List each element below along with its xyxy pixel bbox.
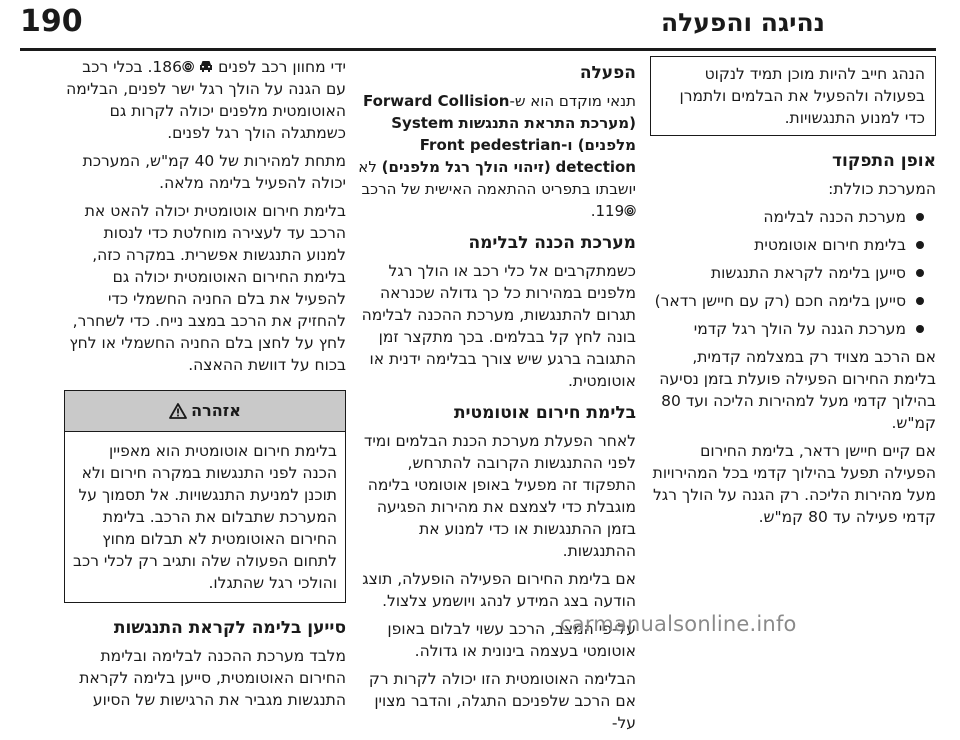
warning-triangle-icon [169, 403, 187, 419]
warning-header [65, 391, 345, 432]
middle-column [358, 56, 636, 740]
activation-paragraph: תנאי מוקדם הוא ש-Forward Collision (מערכת התראת התנגשות System מלפנים) ו-Front pedestrian detection (זיהוי הולך רגל מלפנים) לא יושבתו בתפריט ההתאמה האישית של הרכב 119🞋. [358, 92, 636, 220]
fpd-name-he: (זיהוי הולך רגל מלפנים) [381, 158, 551, 176]
feature-list [650, 206, 936, 340]
list-item: מערכת הגנה על הולך רגל קדמי [650, 318, 936, 340]
system-word-en: System [391, 114, 454, 132]
paragraph: אם בלימת החירום הפעילה הופעלה, תוצג הודעה בצג המידע לנהג ויושמע צלצול. [362, 570, 636, 610]
fpd-name-en: Front pedestrian detection [419, 136, 636, 176]
warning-title: אזהרה [191, 401, 241, 420]
paragraph: מלבד מערכת ההכנה לבלימה ובלימת החירום האוטומטית, סייען בלימה לקראת התנגשות מגביר את הרגישות של הסיוע [79, 647, 346, 709]
note-text: הנהג חייב להיות מוכן תמיד לנקוט בפעולה ולהפעיל את הבלמים ולתמרן כדי למנוע התנגשויות. [679, 65, 925, 127]
heading-operation: אופן התפקוד [832, 151, 936, 171]
intro-text: המערכת כוללת: [828, 180, 936, 198]
list-item: סייען בלימה חכם (רק עם חיישן רדאר) [650, 290, 936, 312]
left-column [66, 56, 346, 717]
fpd-prefix: מלפנים) ו- [561, 136, 636, 154]
page-number: 190 [20, 4, 83, 39]
system-name-en: Forward Collision [362, 92, 510, 110]
paragraph: מתחת למהירות של 40 קמ"ש, המערכת יכולה להפעיל בלימה מלאה. [82, 152, 346, 192]
system-name-he: (מערכת התראת התנגשות [458, 114, 636, 132]
page-ref[interactable] [595, 202, 636, 220]
paragraph: לאחר הפעלת מערכת הכנת הבלמים ומיד לפני ההתנגשות הקרובה להתרחש, התפקוד זה מפעיל באופן אוטומטי בלימה מוגבלת כדי לצמצם את מהירות הפגיעה בזמן ההתנגשות או כדי למנוע את ההתנגשות. [363, 432, 636, 560]
paragraph: הבלימה האוטומטית הזו יכולה לקרות רק אם הרכב שלפניכם התגלה, והדבר מצוין על- [368, 670, 636, 732]
paragraph: בלימת חירום אוטומטית יכולה להאט את הרכב עד לעצירה מוחלטת כדי לנסות למנוע התנגשות אפשרית. במקרה כזה, בלימת החירום האוטומטית יכולה גם להפעיל את בלם החניה החשמלי כדי להחזיק את הרכב במצב נייח. כדי לשחרר, לחץ על לחצן בלם החניה החשמלי או לחץ בכוח על דוושת ההאצה. [69, 202, 346, 374]
paragraph: על-פי המצב, הרכב עשוי לבלום באופן אוטומטי בעצמה בינונית או גדולה. [387, 620, 636, 660]
watermark: carmanualsonline.info [560, 612, 797, 636]
page-ref-icon: 🞋 [624, 202, 636, 220]
heading-auto-braking: בלימת חירום אוטומטית [453, 403, 636, 423]
note-box [650, 56, 936, 136]
paragraph-text: . בכלי רכב עם הגנה על הולך רגל ישר לפנים, הבלימה האוטומטית מלפנים יכולה לקרות גם כשמתגלה הולך רגל לפנים. [66, 58, 346, 142]
page-ref-icon: 🞋 [182, 58, 195, 76]
activation-text-2: לא יושבתו בתפריט ההתאמה האישית של הרכב [358, 158, 636, 198]
paragraph: כשמתקרבים אל כלי רכב או הולך רגל מלפנים במהירות כל כך גדולה שכנראה תגרום להתנגשות, מערכת ההכנה לבלימה בונה לחץ קל בבלמים. בכך מתקצר זמן התגובה ברגע שיש צורך בבלימה ידנית או אוטומטית. [361, 262, 636, 390]
warning-body: בלימת חירום אוטומטית הוא מאפיין הכנה לפני התנגשות במקרה חירום ולא תוכנן למניעת התנגשויות. אל תסמוך על המערכת שתבלום את הרכב. בלימת החירום האוטומטית לא תבלום מחוץ לתחום הפעולה שלה ותגיב רק לכלי רכב והולכי רגל שהתגלו. [73, 442, 337, 592]
list-item: מערכת הכנה לבלימה [650, 206, 936, 228]
list-item: סייען בלימה לקראת התנגשות [650, 262, 936, 284]
heading-collision-assist: סייען בלימה לקראת התנגשות [113, 618, 346, 638]
paragraph-text: ידי מחוון רכב לפנים [218, 58, 346, 76]
activation-text: תנאי מוקדם הוא ש- [509, 92, 636, 110]
heading-activation: הפעלה [579, 63, 636, 83]
paragraph [66, 56, 346, 144]
list-item: בלימת חירום אוטומטית [650, 234, 936, 256]
heading-prepare: מערכת הכנה לבלימה [468, 233, 636, 253]
paragraph: אם קיים חיישן רדאר, בלימת החירום הפעילה תפעל בהילוך קדמי בכל המהירויות מעל מהירות הליכה. רק הגנה על הולך רגל קדמי פעילה עד 80 קמ"ש. [652, 442, 936, 526]
right-column [650, 56, 936, 534]
chapter-title: נהיגה והפעלה [660, 8, 825, 37]
warning-box [64, 390, 346, 603]
page-header [0, 0, 960, 48]
header-rule [20, 48, 936, 51]
page-ref-number: 119 [595, 202, 625, 220]
car-front-icon [194, 58, 213, 76]
page-ref-number: 186 [152, 58, 182, 76]
page-ref[interactable] [152, 58, 194, 76]
paragraph: אם הרכב מצויד רק במצלמה קדמית, בלימת החירום הפעילה פועלת בזמן נסיעה בהילוך קדמי מעל למהירות הליכה ועד 80 קמ"ש. [659, 348, 936, 432]
